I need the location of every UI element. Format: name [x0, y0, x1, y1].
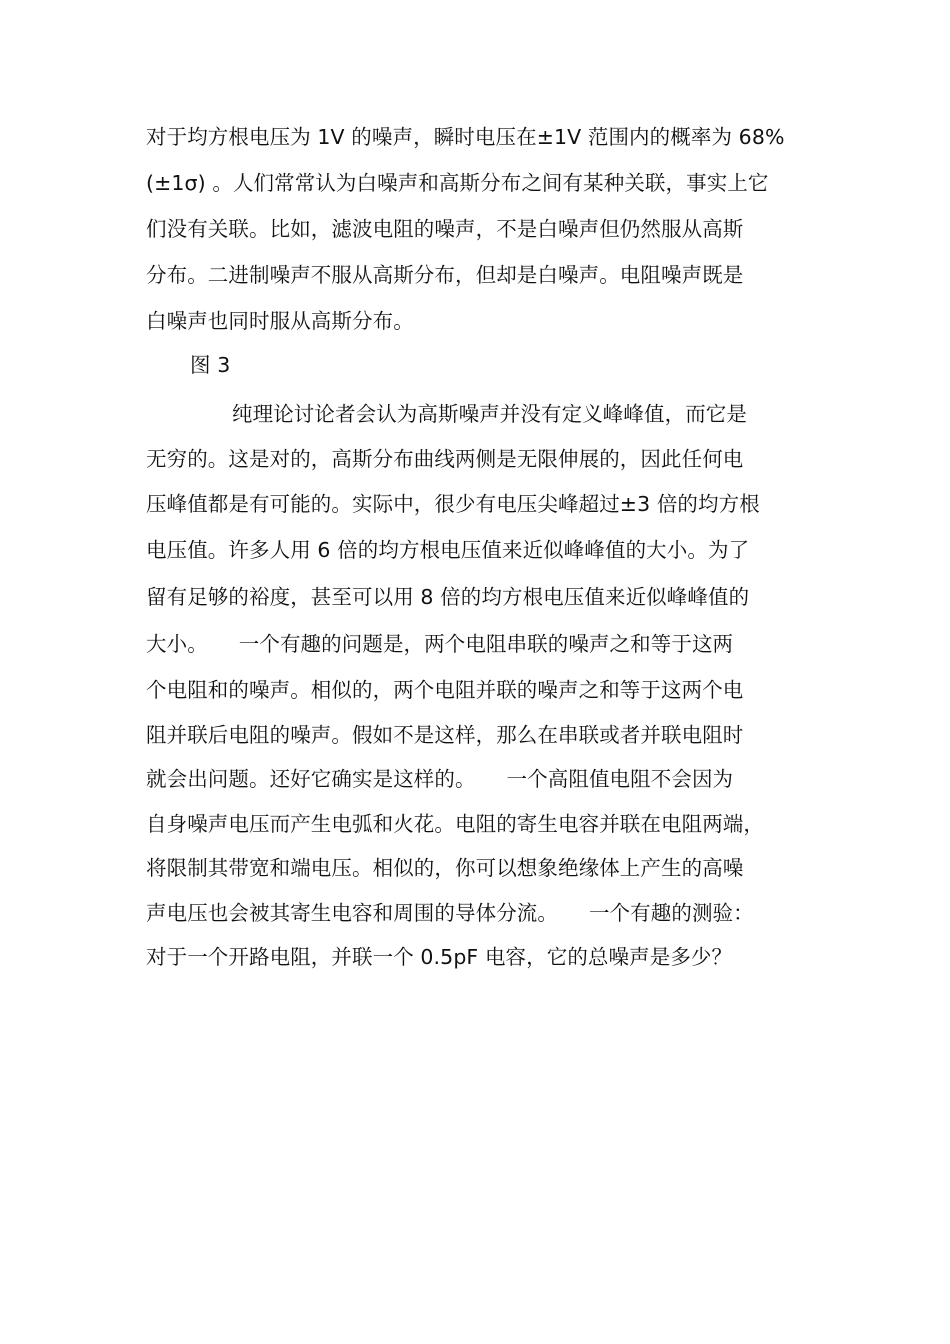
paragraph-line: 纯理论讨论者会认为高斯噪声并没有定义峰峰值，而它是	[232, 402, 747, 426]
paragraph-line: 自身噪声电压而产生电弧和火花。电阻的寄生电容并联在电阻两端，	[146, 812, 764, 836]
paragraph-line: 就会出问题。还好它确实是这样的。 一个高阻值电阻不会因为	[146, 767, 734, 791]
paragraph-line: 个电阻和的噪声。相似的，两个电阻并联的噪声之和等于这两个电	[146, 678, 744, 702]
paragraph-line: 对于均方根电压为 1V 的噪声，瞬时电压在±1V 范围内的概率为 68%	[146, 125, 785, 149]
figure-caption: 图 3	[190, 353, 231, 377]
paragraph-line: 阻并联后电阻的噪声。假如不是这样，那么在串联或者并联电阻时	[146, 723, 744, 747]
paragraph-line: 大小。 一个有趣的问题是，两个电阻串联的噪声之和等于这两	[146, 632, 734, 656]
paragraph-line: (±1σ) 。人们常常认为白噪声和高斯分布之间有某种关联，事实上它	[146, 171, 769, 195]
paragraph-line: 分布。二进制噪声不服从高斯分布，但却是白噪声。电阻噪声既是	[146, 263, 744, 287]
paragraph-line: 将限制其带宽和端电压。相似的，你可以想象绝缘体上产生的高噪	[146, 856, 744, 880]
paragraph-line: 们没有关联。比如，滤波电阻的噪声，不是白噪声但仍然服从高斯	[146, 217, 744, 241]
paragraph-line: 无穷的。这是对的，高斯分布曲线两侧是无限伸展的，因此任何电	[146, 447, 744, 471]
paragraph-line: 白噪声也同时服从高斯分布。	[146, 309, 414, 333]
paragraph-line: 留有足够的裕度，甚至可以用 8 倍的均方根电压值来近似峰峰值的	[146, 585, 750, 609]
paragraph-line: 压峰值都是有可能的。实际中，很少有电压尖峰超过±3 倍的均方根	[146, 492, 760, 516]
paragraph-line: 对于一个开路电阻，并联一个 0.5pF 电容，它的总噪声是多少？	[146, 945, 733, 969]
paragraph-line: 声电压也会被其寄生电容和周围的导体分流。 一个有趣的测验：	[146, 901, 754, 925]
paragraph-line: 电压值。许多人用 6 倍的均方根电压值来近似峰峰值的大小。为了	[146, 538, 750, 562]
